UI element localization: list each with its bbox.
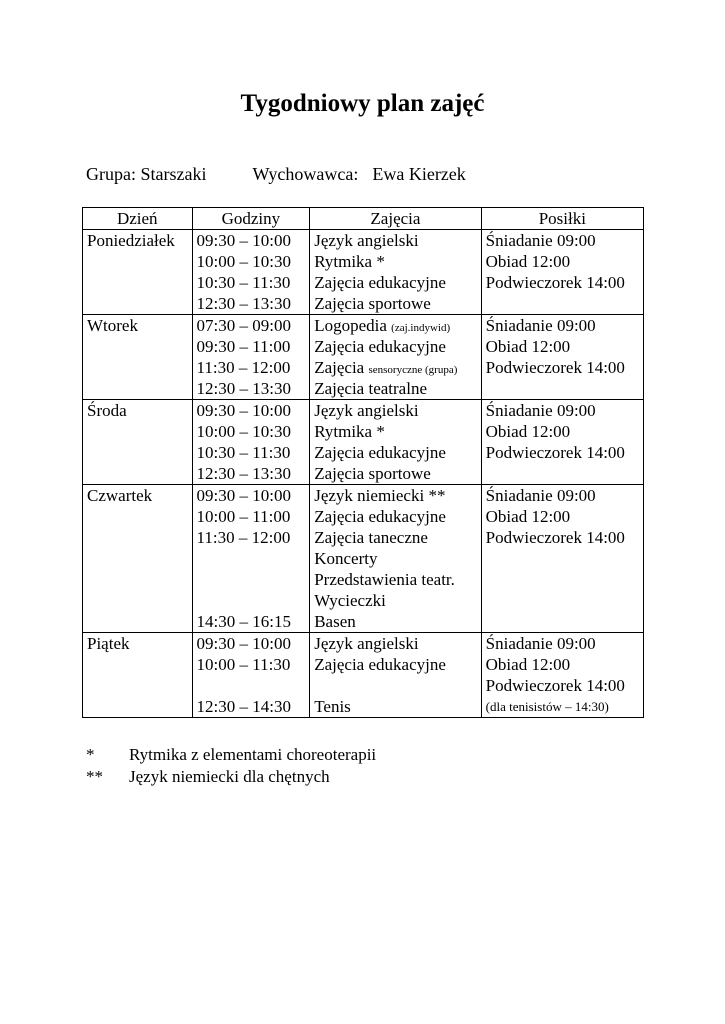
- footnote-mark: **: [86, 767, 103, 786]
- hour-item: 10:30 – 11:30: [196, 273, 291, 292]
- activities-cell: [310, 485, 481, 633]
- meal-item: Podwieczorek 14:00: [485, 273, 625, 292]
- group-label: Grupa: Starszaki: [86, 164, 207, 184]
- day-name: Środa: [87, 401, 127, 420]
- meals-cell: [481, 485, 643, 633]
- day-name: Wtorek: [87, 316, 138, 335]
- day-name: Poniedziałek: [87, 231, 175, 250]
- hour-item: 09:30 – 10:00: [196, 231, 291, 250]
- table-row-tuesday: [83, 315, 644, 400]
- meal-item: Śniadanie 09:00: [485, 316, 596, 335]
- day-cell: [83, 230, 193, 315]
- footnote-item: [86, 766, 376, 788]
- hour-item: 09:30 – 10:00: [196, 401, 291, 420]
- activity-item: Przedstawienia teatr.: [314, 570, 455, 589]
- activity-item: Basen: [314, 612, 356, 631]
- hours-cell: [192, 230, 310, 315]
- hour-item: 10:00 – 10:30: [196, 252, 291, 271]
- activity-item: [314, 336, 480, 357]
- schedule-table: [82, 207, 644, 718]
- activity-item: Język angielski: [314, 231, 419, 250]
- meals-cell: [481, 400, 643, 485]
- meal-item: Obiad 12:00: [485, 507, 571, 526]
- table-row-monday: [83, 230, 644, 315]
- teacher-name: Ewa Kierzek: [372, 164, 466, 184]
- footnotes: [86, 744, 376, 788]
- activity-item: Zajęcia sportowe: [314, 464, 431, 483]
- day-cell: [83, 400, 193, 485]
- meal-item: Obiad 12:00: [485, 252, 571, 271]
- footnote-item: [86, 744, 376, 766]
- meals-cell: [481, 315, 643, 400]
- meal-note: (dla tenisistów – 14:30): [485, 699, 609, 714]
- footnote-mark: *: [86, 745, 95, 764]
- meal-item: Podwieczorek 14:00: [485, 443, 625, 462]
- activity-item: Zajęcia edukacyjne: [314, 655, 446, 674]
- hour-item: 09:30 – 11:00: [196, 337, 291, 356]
- activity-item: [314, 675, 480, 696]
- day-name: Piątek: [87, 634, 130, 653]
- activity-main: Zajęcia edukacyjne: [314, 337, 446, 356]
- activity-item: Zajęcia edukacyjne: [314, 273, 446, 292]
- activity-item: Zajęcia sportowe: [314, 294, 431, 313]
- activity-item: Zajęcia taneczne: [314, 528, 428, 547]
- hours-cell: [192, 400, 310, 485]
- hour-item: [197, 590, 310, 611]
- hour-item: [197, 569, 310, 590]
- hour-item: 09:30 – 10:00: [196, 634, 291, 653]
- activity-item: Język niemiecki **: [314, 486, 446, 505]
- meal-item: Obiad 12:00: [485, 422, 571, 441]
- meal-item: Śniadanie 09:00: [485, 486, 596, 505]
- hour-item: 11:30 – 12:00: [196, 528, 291, 547]
- hour-item: 10:30 – 11:30: [196, 443, 291, 462]
- hour-item: 09:30 – 10:00: [196, 486, 291, 505]
- activity-main: Logopedia: [314, 316, 387, 335]
- meals-cell: [481, 633, 643, 718]
- hour-item: 12:30 – 13:30: [196, 379, 291, 398]
- activity-item: Zajęcia edukacyjne: [314, 507, 446, 526]
- meal-item: Śniadanie 09:00: [485, 231, 596, 250]
- activities-cell: [310, 315, 481, 400]
- day-cell: [83, 485, 193, 633]
- meal-item: Podwieczorek 14:00: [485, 676, 625, 695]
- header-meals: Posiłki: [481, 208, 643, 230]
- teacher-label: Wychowawca:: [252, 164, 359, 184]
- meal-item: Podwieczorek 14:00: [485, 528, 625, 547]
- hours-cell: [192, 315, 310, 400]
- activity-item: Język angielski: [314, 401, 419, 420]
- activity-item: Wycieczki: [314, 591, 386, 610]
- hour-item: 10:00 – 11:30: [196, 655, 291, 674]
- meal-item: Obiad 12:00: [485, 655, 571, 674]
- header-hours: Godziny: [192, 208, 310, 230]
- activity-item: Język angielski: [314, 634, 419, 653]
- activity-item: Rytmika *: [314, 422, 385, 441]
- table-row-friday: [83, 633, 644, 718]
- hour-item: 12:30 – 14:30: [196, 697, 291, 716]
- hour-item: 12:30 – 13:30: [196, 464, 291, 483]
- hour-item: 10:00 – 11:00: [196, 507, 291, 526]
- activity-item: Tenis: [314, 697, 351, 716]
- group-info: [86, 163, 466, 185]
- footnote-text: Język niemiecki dla chętnych: [129, 767, 330, 786]
- hour-item: [197, 675, 310, 696]
- hour-item: 11:30 – 12:00: [196, 358, 291, 377]
- page-title: Tygodniowy plan zajęć: [240, 90, 485, 117]
- meal-item: Obiad 12:00: [485, 337, 571, 356]
- hour-item: 14:30 – 16:15: [196, 612, 291, 631]
- meals-cell: [481, 230, 643, 315]
- hours-cell: [192, 633, 310, 718]
- activity-item: [314, 378, 480, 399]
- activity-note: sensoryczne (grupa): [368, 364, 458, 376]
- header-day: Dzień: [83, 208, 193, 230]
- hour-item: 12:30 – 13:30: [196, 294, 291, 313]
- table-row-thursday: [83, 485, 644, 633]
- day-cell: [83, 315, 193, 400]
- activities-cell: [310, 400, 481, 485]
- activity-item: Rytmika *: [314, 252, 385, 271]
- activity-note: (zaj.indywid): [391, 322, 451, 334]
- activity-item: [314, 315, 480, 336]
- hour-item: 07:30 – 09:00: [196, 316, 291, 335]
- meal-item: Podwieczorek 14:00: [485, 358, 625, 377]
- activities-cell: [310, 633, 481, 718]
- activity-item: Zajęcia edukacyjne: [314, 443, 446, 462]
- activity-item: Koncerty: [314, 549, 378, 568]
- hour-item: [197, 548, 310, 569]
- table-row-wednesday: [83, 400, 644, 485]
- day-name: Czwartek: [87, 486, 153, 505]
- hours-cell: [192, 485, 310, 633]
- activity-main: Zajęcia teatralne: [314, 379, 427, 398]
- footnote-text: Rytmika z elementami choreoterapii: [129, 745, 377, 764]
- header-activities: Zajęcia: [310, 208, 481, 230]
- activities-cell: [310, 230, 481, 315]
- meal-item: Śniadanie 09:00: [485, 634, 596, 653]
- meal-item: Śniadanie 09:00: [485, 401, 596, 420]
- table-header-row: [83, 208, 644, 230]
- day-cell: [83, 633, 193, 718]
- activity-item: [314, 357, 480, 378]
- activity-main: Zajęcia: [314, 358, 365, 377]
- hour-item: 10:00 – 10:30: [196, 422, 291, 441]
